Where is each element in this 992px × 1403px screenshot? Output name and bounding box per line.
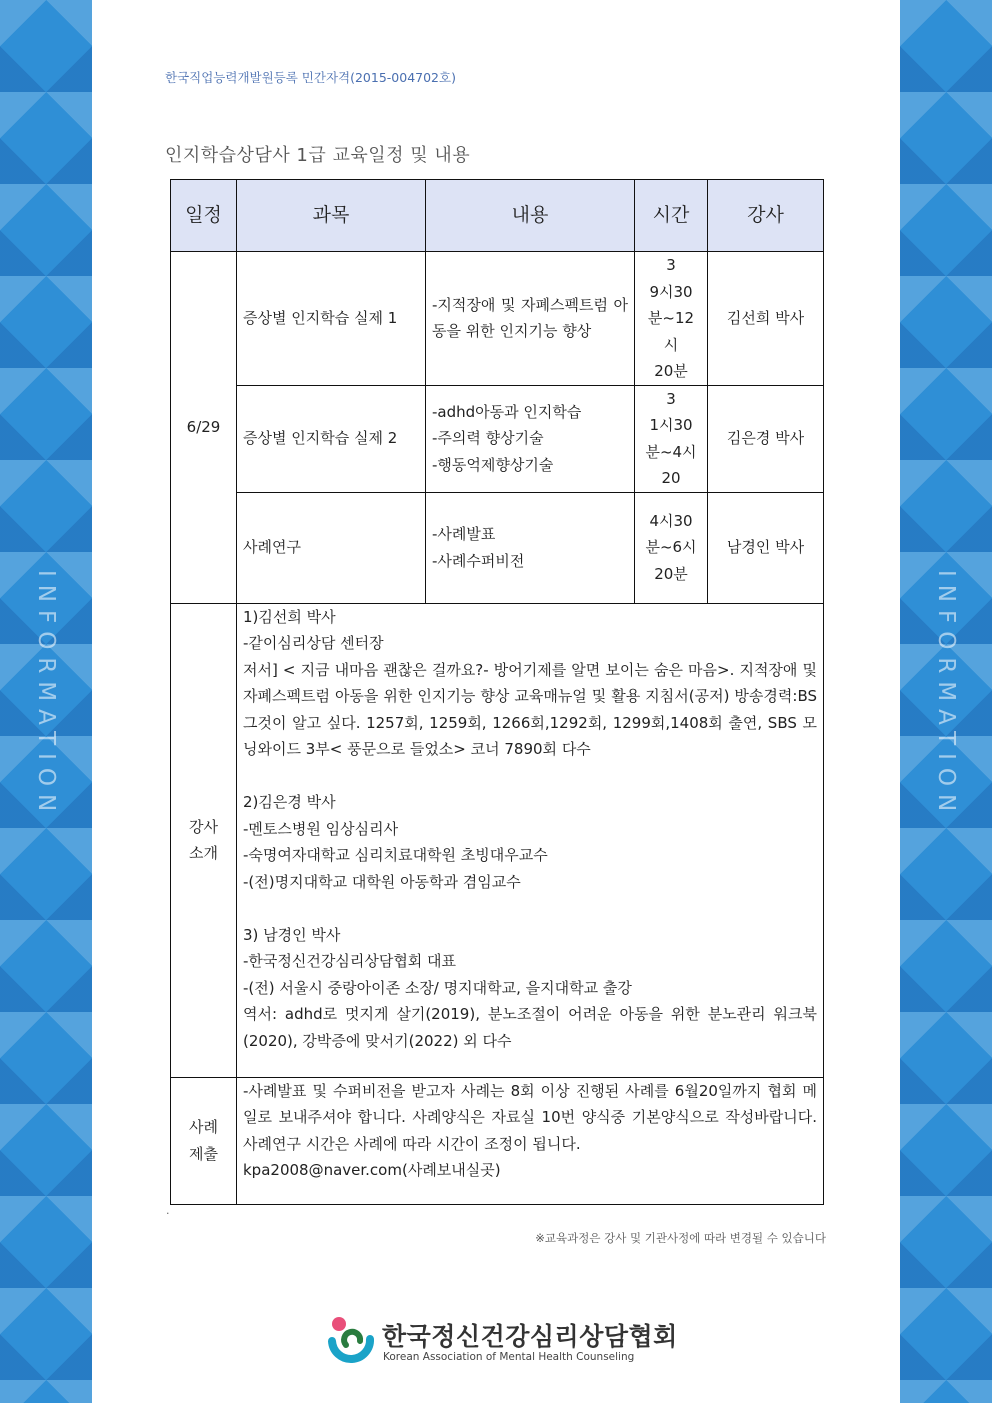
table-row <box>171 492 824 603</box>
stray-dot: . <box>166 1204 170 1217</box>
left-decorative-band <box>0 0 92 1403</box>
table-row <box>171 385 824 492</box>
table-header-row <box>171 180 824 252</box>
content-cell: -지적장애 및 자폐스펙트럼 아동을 위한 인지기능 향상 <box>426 252 635 386</box>
subject-cell: 사례연구 <box>237 492 426 603</box>
header-date: 일정 <box>171 180 237 252</box>
logo-mark-icon <box>326 1315 376 1365</box>
time-cell: 3 9시30 분~12 시 20분 <box>635 252 708 386</box>
time-cell: 4시30 분~6시 20분 <box>635 492 708 603</box>
content-cell: -사례발표 -사례수퍼비전 <box>426 492 635 603</box>
certification-line: 한국직업능력개발원등록 민간자격(2015-004702호) <box>165 70 456 85</box>
header-time: 시간 <box>635 180 708 252</box>
instructor-cell: 김은경 박사 <box>708 385 824 492</box>
association-logo <box>326 1313 678 1373</box>
intro-label-cell: 강사 소개 <box>171 603 237 1077</box>
table-row <box>171 252 824 386</box>
date-cell: 6/29 <box>171 252 237 604</box>
footnote: ※교육과정은 강사 및 기관사정에 따라 변경될 수 있습니다 <box>535 1231 826 1245</box>
right-decorative-band <box>900 0 992 1403</box>
page-title: 인지학습상담사 1급 교육일정 및 내용 <box>165 145 471 166</box>
table-row <box>171 1077 824 1204</box>
content-cell: -adhd아동과 인지학습 -주의력 향상기술 -행동억제향상기술 <box>426 385 635 492</box>
side-label-left: INFORMATION <box>33 570 59 820</box>
header-subject: 과목 <box>237 180 426 252</box>
time-cell: 3 1시30 분~4시 20 <box>635 385 708 492</box>
subject-cell: 증상별 인지학습 실제 2 <box>237 385 426 492</box>
logo-english-name: Korean Association of Mental Health Counseling <box>383 1351 635 1363</box>
case-label-cell: 사례 제출 <box>171 1077 237 1204</box>
logo-korean-name: 한국정신건강심리상담협회 <box>382 1322 678 1351</box>
instructor-cell: 남경인 박사 <box>708 492 824 603</box>
subject-cell: 증상별 인지학습 실제 1 <box>237 252 426 386</box>
table-row <box>171 603 824 1077</box>
intro-text-cell: 1)김선희 박사 -같이심리상담 센터장 저서] < 지금 내마음 괜찮은 걸까요?- 방어기제를 알면 보이는 숨은 마음>. 지적장애 및 자폐스펙트럼 아동을 위한 인지기능 향상 교육매뉴얼 및 활용 지침서(공저) 방송경력:BS 그것이 알고 싶다. 1257회, 1259회, 1266회,1292회, 1299회,1408회 출연, SBS 모닝와이드 3부< 풍문으로 들었소> 코너 7890회 다수 2)김은경 박사 -멘토스병원 임상심리사 -숙명여자대학교 심리치료대학원 초빙대우교수 -(전)명지대학교 대학원 아동학과 겸임교수 3) 남경인 박사 -한국정신건강심리상담협회 대표 -(전) 서울시 중랑아이존 소장/ 명지대학교, 을지대학교 출강 역서: adhd로 멋지게 살기(2019), 분노조절이 어려운 아동을 위한 분노관리 워크북(2020), 강박증에 맞서기(2022) 외 다수 <box>237 603 824 1077</box>
case-text-cell: -사례발표 및 수퍼비전을 받고자 사례는 8회 이상 진행된 사례를 6월20일까지 협회 메일로 보내주셔야 합니다. 사례양식은 자료실 10번 양식중 기본양식으로 작성바랍니다. 사례연구 시간은 사례에 따라 시간이 조정이 됩니다. kpa2008@naver.com(사례보내실곳) <box>237 1077 824 1204</box>
schedule-table <box>170 179 824 1205</box>
instructor-cell: 김선희 박사 <box>708 252 824 386</box>
header-instructor: 강사 <box>708 180 824 252</box>
header-content: 내용 <box>426 180 635 252</box>
side-label-right: INFORMATION <box>933 570 959 820</box>
